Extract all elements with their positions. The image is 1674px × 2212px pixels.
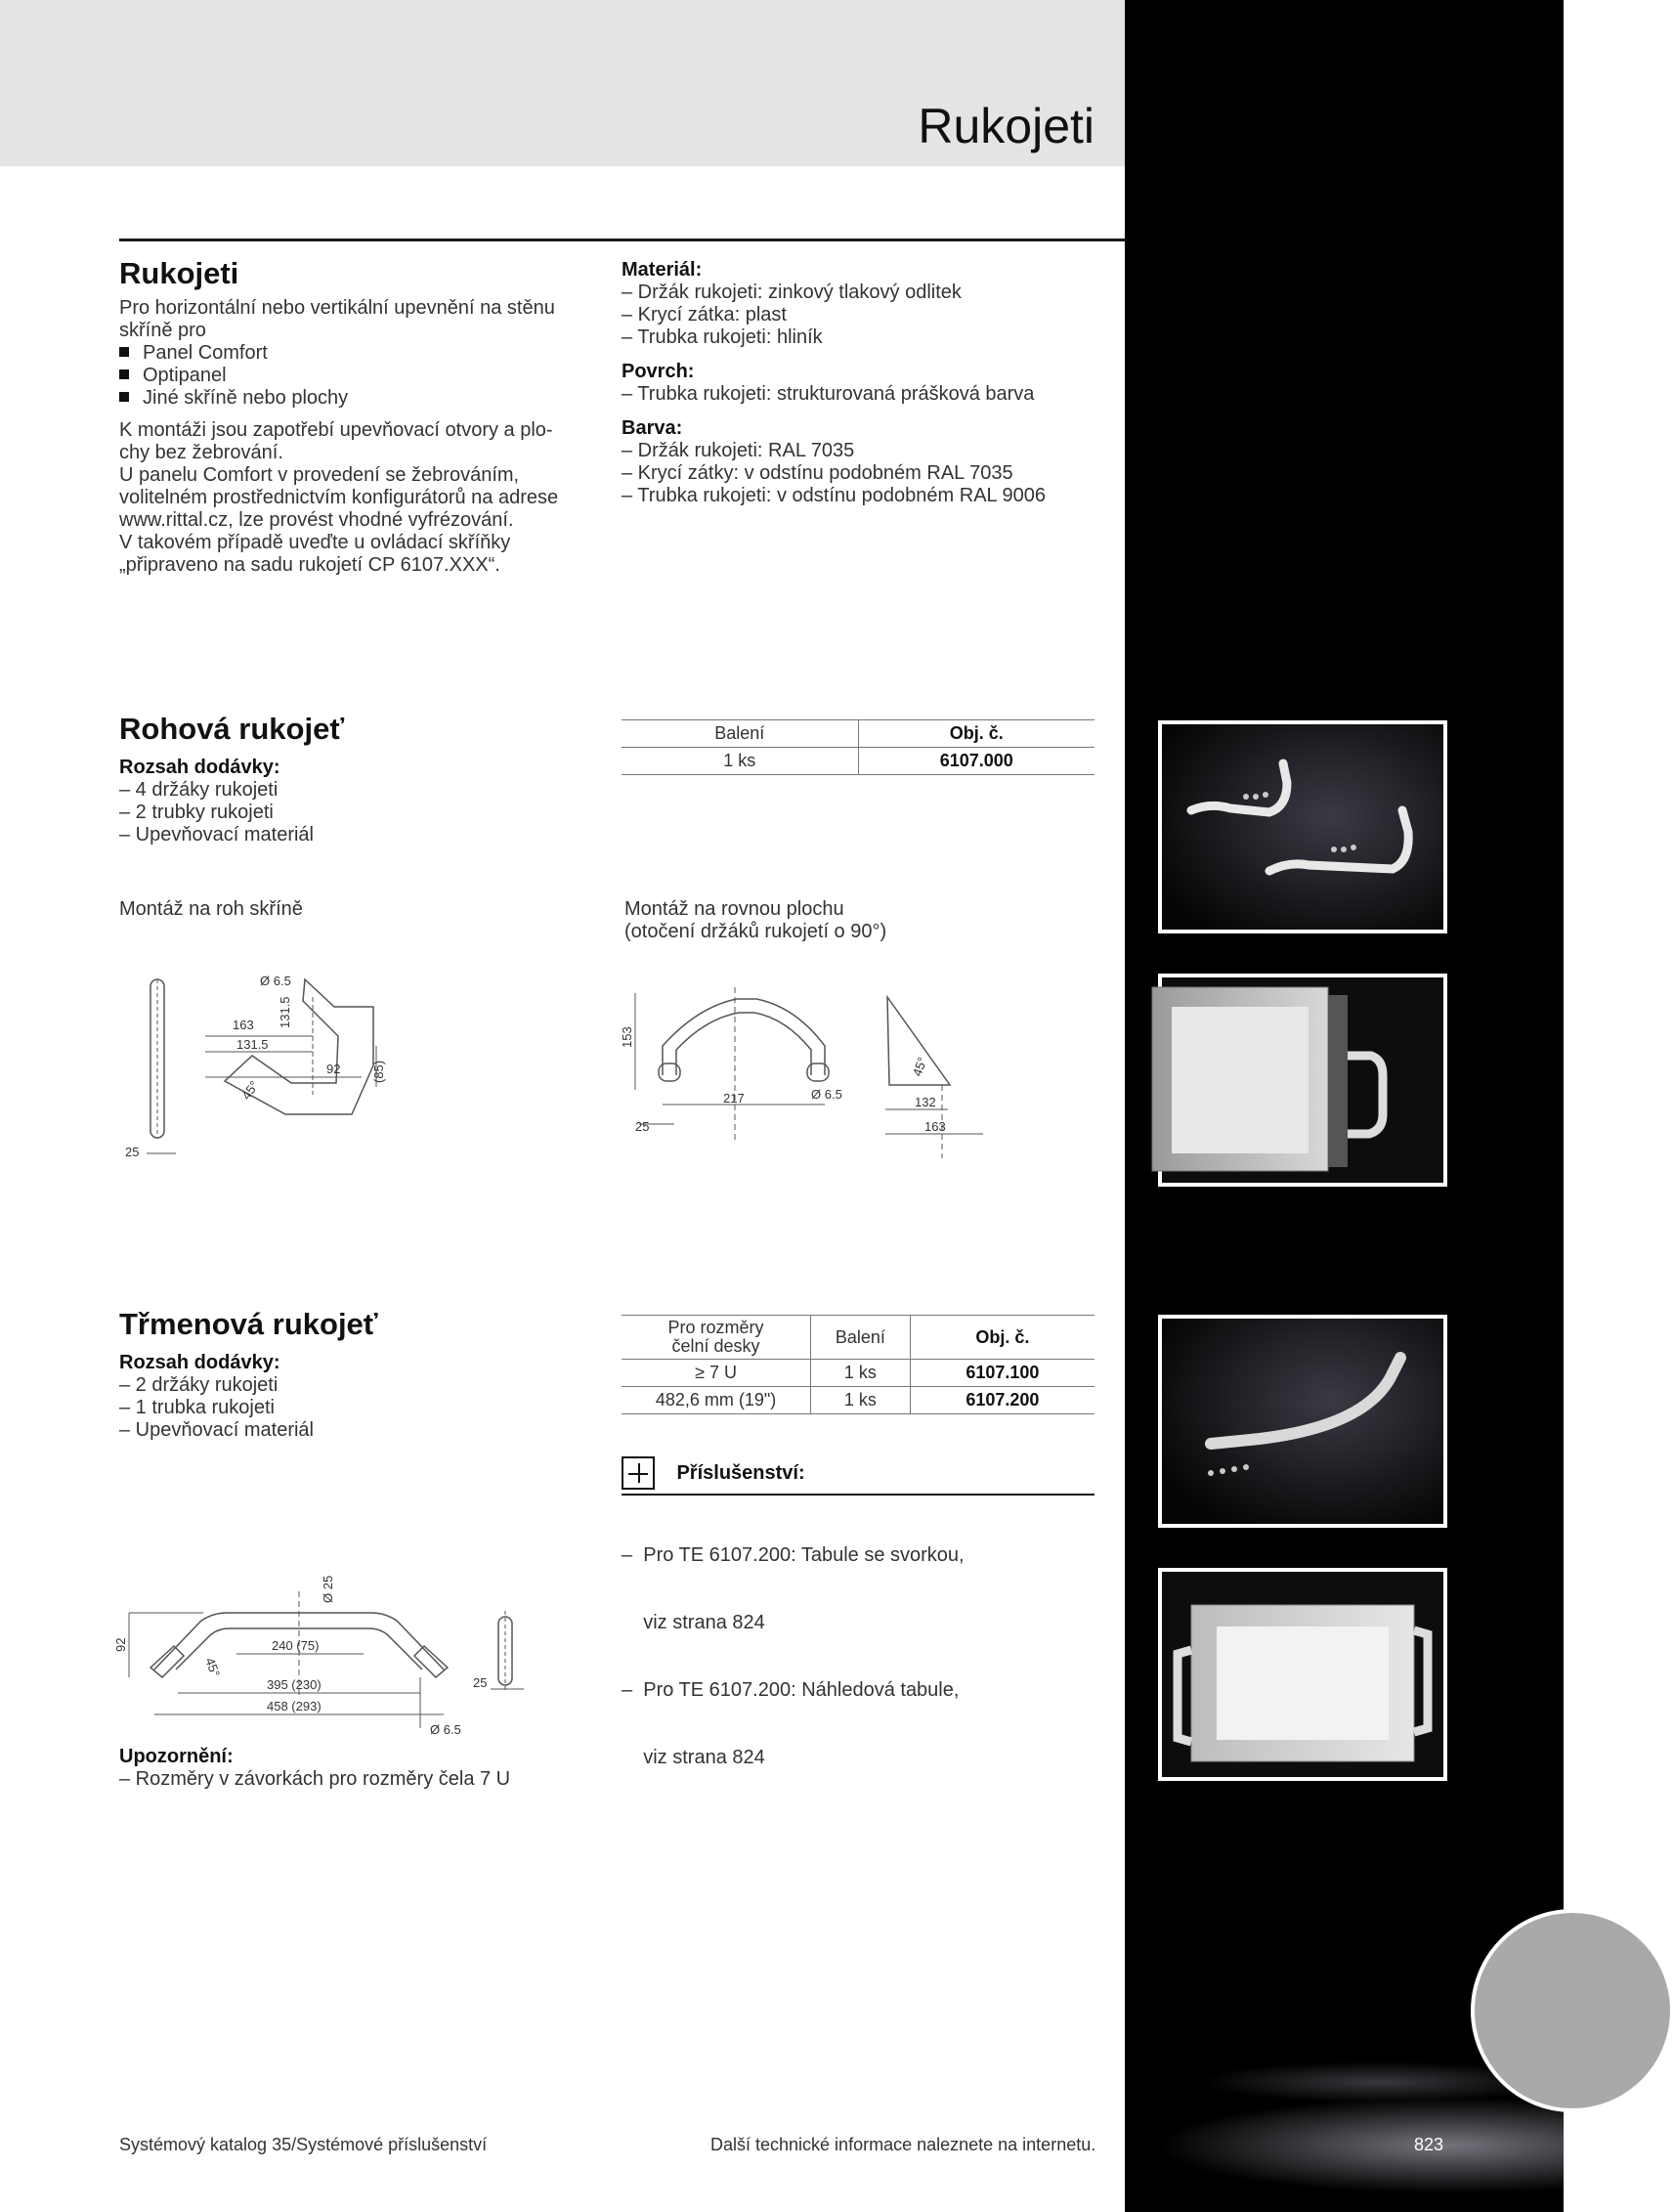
bullet-item: Optipanel	[119, 365, 588, 387]
caption-corner-mount: Montáž na roh skříně	[119, 898, 303, 920]
photo-corner-handle-mounted	[1158, 974, 1447, 1187]
table-cell: 1 ks	[811, 1360, 911, 1387]
dim-label: 92	[113, 1637, 128, 1652]
bracket-handle-drawing	[115, 1562, 545, 1743]
dim-label: 217	[723, 1091, 745, 1106]
table-header: Obj. č.	[858, 720, 1095, 748]
table-cell: 1 ks	[622, 748, 858, 775]
color-item: – Krycí zátky: v odstínu podobném RAL 7035	[622, 462, 1013, 484]
scope-label: Rozsah dodávky:	[119, 1352, 280, 1373]
scope-item: – 2 trubky rukojeti	[119, 802, 274, 823]
dim-label: 240 (75)	[272, 1638, 320, 1653]
material-section	[622, 259, 1110, 507]
page-number: 823	[1414, 2135, 1444, 2154]
table-header: Balení	[622, 720, 858, 748]
section-rule	[119, 239, 1125, 241]
corner-handle-section	[119, 712, 588, 846]
dim-label: Ø 25	[321, 1575, 335, 1603]
accessories-label: Příslušenství:	[676, 1461, 805, 1484]
color-item: – Držák rukojeti: RAL 7035	[622, 440, 855, 461]
accessory-item: – Pro TE 6107.200: Náhledová tabule,	[622, 1679, 960, 1701]
accessories-section	[622, 1456, 1095, 1814]
color-label: Barva:	[622, 417, 683, 439]
footer-left-text: Systémový katalog 35/Systémové příslušenství	[119, 2135, 488, 2154]
dim-label: 153	[620, 1026, 634, 1048]
bullet-square-icon	[119, 392, 129, 402]
table-cell: 6107.200	[910, 1387, 1095, 1414]
table-cell: 482,6 mm (19")	[622, 1387, 811, 1414]
intro-line: Pro horizontální nebo vertikální upevnění na stěnu	[119, 297, 555, 319]
scope-item: – 4 držáky rukojeti	[119, 779, 279, 801]
table-header: Balení	[811, 1316, 911, 1360]
dim-label: Ø 6.5	[260, 974, 291, 988]
plus-icon	[622, 1456, 655, 1490]
table-row	[622, 748, 1095, 775]
dim-label: 25	[125, 1145, 140, 1159]
intro-para-line: V takovém případě uveďte u ovládací skříňky	[119, 532, 511, 553]
intro-para-line: U panelu Comfort v provedení se žebrováním,	[119, 464, 520, 486]
table-row	[622, 1387, 1095, 1414]
intro-text	[119, 297, 588, 577]
bracket-order-table	[622, 1315, 1095, 1414]
bullet-square-icon	[119, 347, 129, 357]
dim-label: 163	[233, 1018, 254, 1032]
intro-para-line: www.rittal.cz, lze provést vhodné vyfrézování.	[119, 509, 514, 531]
note-item: – Rozměry v závorkách pro rozměry čela 7 U	[119, 1768, 511, 1790]
table-header: Obj. č.	[910, 1316, 1095, 1360]
table-cell: ≥ 7 U	[622, 1360, 811, 1387]
dim-label: 92	[326, 1062, 341, 1076]
corner-heading: Rohová rukojeť	[119, 712, 345, 746]
dim-label: 458 (293)	[267, 1699, 322, 1713]
dim-label: 25	[635, 1119, 650, 1134]
intro-para-line: „připraveno na sadu rukojetí CP 6107.XXX“.	[119, 554, 500, 576]
bracket-handle-section	[119, 1307, 588, 1442]
note-label: Upozornění:	[119, 1746, 234, 1767]
table-header-row	[622, 1316, 1095, 1360]
dim-label: 395 (230)	[267, 1677, 322, 1692]
table-cell: 6107.000	[858, 748, 1095, 775]
bullet-item: Jiné skříně nebo plochy	[119, 387, 588, 410]
dim-label: Ø 6.5	[430, 1722, 461, 1737]
dim-label: 45°	[238, 1078, 262, 1103]
accessory-item: – Pro TE 6107.200: Tabule se svorkou,	[622, 1544, 965, 1566]
surface-item: – Trubka rukojeti: strukturovaná prášková barva	[622, 383, 1035, 405]
accessory-item: viz strana 824	[622, 1612, 765, 1633]
accessory-item: viz strana 824	[622, 1747, 765, 1768]
photo-corner-handles	[1158, 720, 1447, 933]
table-header: Pro rozměry čelní desky	[622, 1316, 811, 1360]
bullet-item: Panel Comfort	[119, 342, 588, 365]
dim-label: 131.5	[236, 1037, 269, 1052]
material-label: Materiál:	[622, 259, 703, 281]
intro-para-line: chy bez žebrování.	[119, 442, 283, 463]
bracket-heading: Třmenová rukojeť	[119, 1307, 378, 1341]
intro-heading: Rukojeti	[119, 256, 239, 290]
intro-para-line: K montáži jsou zapotřebí upevňovací otvory a plo-	[119, 419, 553, 441]
scope-item: – Upevňovací materiál	[119, 1419, 314, 1441]
color-item: – Trubka rukojeti: v odstínu podobném RAL 9006	[622, 485, 1046, 506]
footer-center-text: Další technické informace naleznete na internetu.	[710, 2135, 1096, 2154]
table-cell: 6107.100	[910, 1360, 1095, 1387]
material-item: – Držák rukojeti: zinkový tlakový odlitek	[622, 282, 962, 303]
scope-item: – Upevňovací materiál	[119, 824, 314, 846]
bullet-square-icon	[119, 369, 129, 379]
material-item: – Krycí zátka: plast	[622, 304, 787, 325]
intro-line: skříně pro	[119, 320, 206, 341]
corner-handle-drawing	[117, 968, 410, 1163]
dim-label: 25	[473, 1675, 488, 1690]
table-row	[622, 1360, 1095, 1387]
scope-item: – 2 držáky rukojeti	[119, 1374, 279, 1396]
dim-label: 163	[924, 1119, 946, 1134]
intro-section	[119, 256, 588, 577]
page-title: Rukojeti	[918, 99, 1095, 153]
dim-label: 131.5	[278, 996, 292, 1028]
material-item: – Trubka rukojeti: hliník	[622, 326, 823, 348]
dim-label: 132	[915, 1095, 936, 1109]
scope-label: Rozsah dodávky:	[119, 757, 280, 778]
dim-label: Ø 6.5	[811, 1087, 842, 1102]
decorative-circle	[1471, 1909, 1674, 2112]
scope-item: – 1 trubka rukojeti	[119, 1397, 275, 1418]
intro-para-line: volitelném prostřednictvím konfigurátorů na adrese	[119, 487, 559, 508]
note-section	[119, 1746, 510, 1791]
photo-bracket-handle-mounted	[1158, 1568, 1447, 1781]
dim-label: 45°	[909, 1055, 930, 1079]
surface-label: Povrch:	[622, 361, 695, 382]
corner-order-table	[622, 719, 1095, 775]
caption-flat-mount: Montáž na rovnou plochu (otočení držáků rukojetí o 90°)	[624, 898, 887, 942]
photo-bracket-handle	[1158, 1315, 1447, 1528]
table-header-row	[622, 720, 1095, 748]
table-cell: 1 ks	[811, 1387, 911, 1414]
flat-mount-drawing	[620, 977, 1001, 1163]
dim-label: 45°	[202, 1655, 224, 1679]
dim-label: (85)	[371, 1060, 386, 1083]
